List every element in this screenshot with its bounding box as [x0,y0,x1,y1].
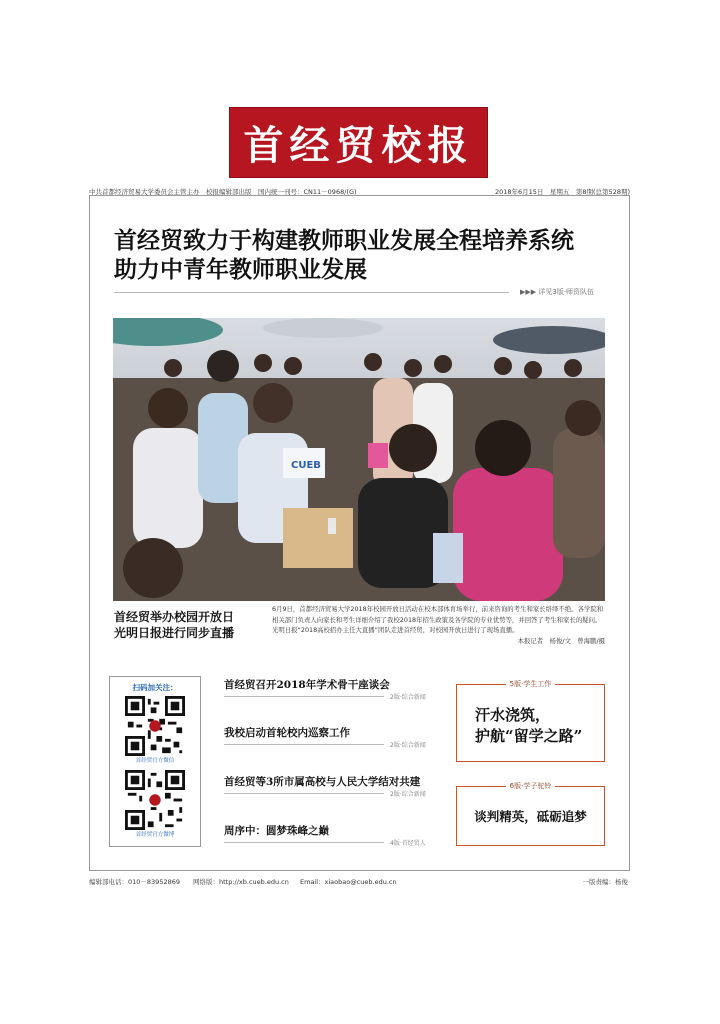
news-item-divider [224,793,384,794]
feature-box-title-line1: 汗水浇筑， [475,706,551,724]
feature-box-student-stories[interactable] [456,782,605,846]
photo-story-title[interactable] [114,609,264,641]
footer-website[interactable]: 网络版：http://xb.cueb.edu.cn [193,878,289,886]
masthead-title: 首经贸校报 [243,122,474,169]
lead-headline-line2: 助力中青年教师职业发展 [114,256,367,283]
news-item-title[interactable]: 首经贸等3所市属高校与人民大学结对共建 [224,776,421,788]
feature-box-title: 谈判精英，砥砺追梦 [474,809,587,824]
news-item-divider [224,696,384,697]
lead-page-reference[interactable]: ▶▶▶ 详见3版·师资队伍 [520,288,595,296]
photo-story-text: 6月9日，首都经济贸易大学2018年校园开放日活动在校本部体育场举行，前来咨询的考生和家长络绎不绝。各学院和相关部门负责人向家长和考生详细介绍了我校2018年招生政策及各学院的专业优势等，并回答了考生和家长的疑问。光明日报“2018高校招办主任大直播”团队走进首经贸，对校园开放日进行了现场直播。 [272,605,604,634]
news-item-divider [224,744,384,745]
qr-code-panel [109,676,201,847]
wechat-label: 首经贸官方微信 [135,758,175,764]
weibo-qr-code[interactable] [125,770,185,830]
feature-box-title-line2: 护航“留学之路” [475,727,583,745]
lead-headline[interactable] [114,226,614,284]
booklet-label: CUEB [291,460,321,471]
news-item-title[interactable]: 首经贸召开2018年学术骨干座谈会 [224,679,390,691]
news-item-ref[interactable]: 2版·综合新闻 [390,742,426,749]
crowd-illustration [113,318,605,601]
news-item-title[interactable]: 周序中：圆梦珠峰之巅 [224,825,329,837]
photo-credit: 本报记者 杨俊/文 曾海鹏/摄 [517,637,605,645]
news-item-ref[interactable]: 2版·综合新闻 [390,694,426,701]
news-item-ref[interactable]: 2版·综合新闻 [390,791,426,798]
masthead-logo [229,107,488,178]
wechat-qr-code[interactable] [125,696,185,756]
open-day-photo [113,318,605,601]
footer-editor: 一版责编：杨俊 [582,878,628,886]
footer-phone: 编辑部电话：010－83952869 [89,878,180,886]
issue-date: 2018年6月15日 星期五 第8期(总第528期) [494,188,630,196]
photo-story-title-line1: 首经贸举办校园开放日 [114,610,235,624]
news-item-divider [224,842,384,843]
news-item-ref[interactable]: 4版·首经贸人 [390,840,426,847]
feature-box-tag: 5版·学生工作 [506,680,556,688]
qr-panel-title: 扫码加关注： [132,683,178,692]
publisher-info: 中共首都经济贸易大学委员会主管主办 校报编辑部出版 国内统一刊号：CN11－0968/(G) [89,188,357,196]
news-item-title[interactable]: 我校启动首轮校内巡察工作 [224,727,350,739]
weibo-label: 首经贸官方微博 [135,832,175,838]
feature-box-tag: 6版·学子驼铃 [506,782,556,790]
feature-box-student-work[interactable] [456,680,605,762]
footer-email[interactable]: Email：xiaobao@cueb.edu.cn [300,878,397,886]
lead-headline-line1: 首经贸致力于构建教师职业发展全程培养系统 [114,227,574,254]
photo-story-title-line2: 光明日报进行同步直播 [114,626,235,640]
headline-divider [114,292,509,293]
